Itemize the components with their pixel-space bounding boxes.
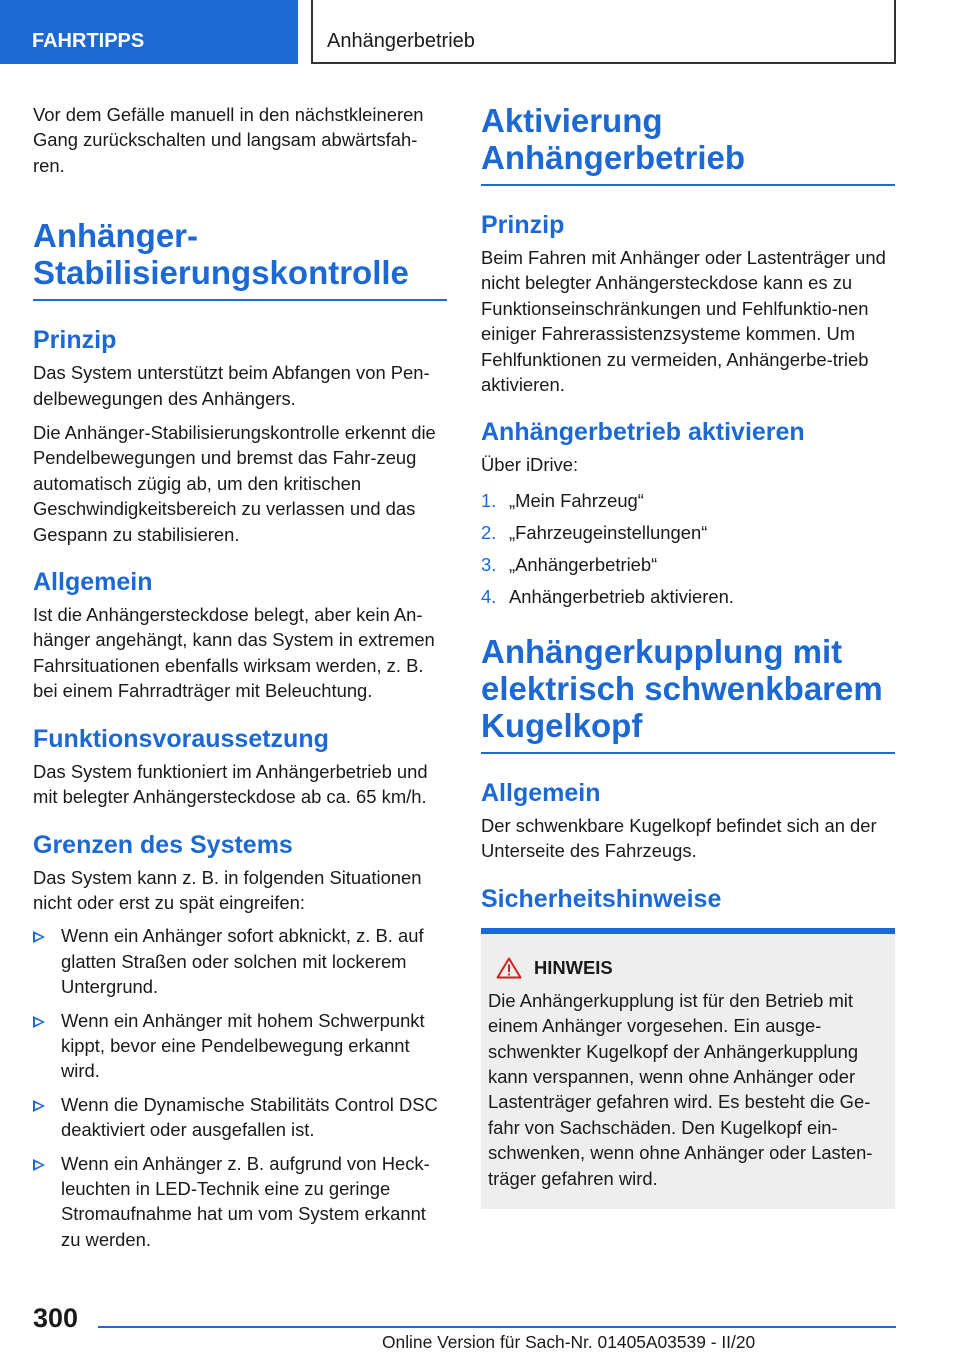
triangle-bullet-icon	[33, 931, 45, 943]
prinzip-paragraph-2: Die Anhänger-Stabilisierungskontrolle erkennt die Pendelbewegungen und bremst das Fahr-zeug automatisch zügig ab, um den kritischen Geschwindigkeitsbereich zu verlassen und das Gespann zu stabilisieren.	[33, 422, 436, 545]
chapter-label: FAHRTIPPS	[32, 30, 145, 52]
prinzip-right-paragraph: Beim Fahren mit Anhänger oder Lastenträger und nicht belegter Anhängersteckdose kann es zu Funktionseinschränkungen und Fehlfunktio-nen einiger Fahrerassistenzsysteme kommen. Um Fehlfunktionen zu vermeiden, Anhängerbe-trieb aktivieren.	[481, 247, 886, 396]
list-item: 4. Anhängerbetrieb aktivieren.	[481, 585, 734, 607]
grenzen-paragraph: Das System kann z. B. in folgenden Situationen nicht oder erst zu spät eingreifen:	[33, 866, 422, 913]
heading-sicherheitshinweise: Sicherheitshinweise	[481, 884, 722, 913]
notice-text: Die Anhängerkupplung ist für den Betrieb mit einem Anhänger vorgesehen. Ein ausge-schwenkter Kugelkopf der Anhängerkupplung kann verspannen, wenn ohne Anhänger oder Lastenträger gefahren wird. Es besteht die Ge-fahr von Sachschäden. Den Kugelkopf ein-schwenken, wenn ohne Anhänger oder Lasten-träger gefahren wird.	[488, 989, 873, 1189]
header-section-box	[311, 0, 896, 64]
heading-prinzip: Prinzip	[33, 326, 117, 355]
grenzen-list	[33, 923, 447, 1252]
page-number: 300	[33, 1303, 79, 1333]
list-item: Wenn ein Anhänger mit hohem Schwerpunkt kippt, bevor eine Pendelbewegung erkannt wird.	[33, 1008, 447, 1084]
notice-header	[496, 956, 887, 980]
footer-divider	[98, 1326, 896, 1328]
header-chapter-tab	[0, 0, 298, 64]
intro-paragraph: Vor dem Gefälle manuell in den nächstkleineren Gang zurückschalten und langsam abwärtsfah-ren.	[33, 104, 424, 176]
list-item: Wenn ein Anhänger z. B. aufgrund von Heck-leuchten in LED-Technik eine zu geringe Stromaufnahme hat um vom System erkannt zu werden.	[33, 1151, 447, 1253]
left-column	[33, 102, 447, 1260]
footer-online-version: Online Version für Sach-Nr. 01405A03539 - II/20	[382, 1332, 756, 1352]
funktion-paragraph: Das System funktioniert im Anhängerbetrieb und mit belegter Anhängersteckdose ab ca. 65 km/h.	[33, 760, 428, 808]
triangle-bullet-icon	[33, 1100, 45, 1112]
triangle-bullet-icon	[33, 1016, 45, 1028]
notice-title: HINWEIS	[534, 956, 613, 978]
list-item: 3. „Anhängerbetrieb“	[481, 553, 658, 575]
list-item: Wenn die Dynamische Stabilitäts Control DSC deaktiviert oder ausgefallen ist.	[33, 1092, 447, 1143]
list-item: 1. „Mein Fahrzeug“	[481, 489, 644, 511]
section-label: Anhängerbetrieb	[327, 30, 475, 52]
right-column	[481, 102, 895, 1209]
section-title-aktivierung: Aktivierung Anhängerbetrieb	[481, 102, 895, 186]
allgemein-paragraph: Ist die Anhängersteckdose belegt, aber kein An-hänger angehängt, kann das System in extremen Fahrsituationen ebenfalls wirksam werden, z. B. bei einem Fahrradträger mit Beleuchtung.	[33, 604, 435, 702]
heading-grenzen: Grenzen des Systems	[33, 830, 293, 859]
section-title-stabilisierung: Anhänger-Stabilisierungskontrolle	[33, 217, 447, 301]
prinzip-paragraph-1: Das System unterstützt beim Abfangen von Pen-delbewegungen des Anhängers.	[33, 362, 430, 409]
allgemein-right-paragraph: Der schwenkbare Kugelkopf befindet sich an der Unterseite des Fahrzeugs.	[481, 814, 877, 862]
heading-allgemein: Allgemein	[33, 568, 153, 597]
list-item: Wenn ein Anhänger sofort abknickt, z. B. auf glatten Straßen oder solchen mit lockerem Untergrund.	[33, 923, 447, 999]
heading-aktivieren: Anhängerbetrieb aktivieren	[481, 418, 805, 447]
aktivieren-paragraph: Über iDrive:	[481, 454, 579, 476]
warning-triangle-icon	[496, 957, 522, 979]
heading-prinzip-right: Prinzip	[481, 211, 565, 239]
list-item: 2. „Fahrzeugeinstellungen“	[481, 521, 708, 543]
triangle-bullet-icon	[33, 1159, 45, 1171]
section-title-anhaengerkupplung: Anhängerkupplung mit elektrisch schwenkbarem Kugelkopf	[481, 633, 895, 754]
notice-box	[481, 928, 895, 1209]
steps-list	[481, 488, 895, 609]
heading-funktionsvoraussetzung: Funktionsvoraussetzung	[33, 724, 329, 753]
heading-allgemein-right: Allgemein	[481, 778, 601, 807]
